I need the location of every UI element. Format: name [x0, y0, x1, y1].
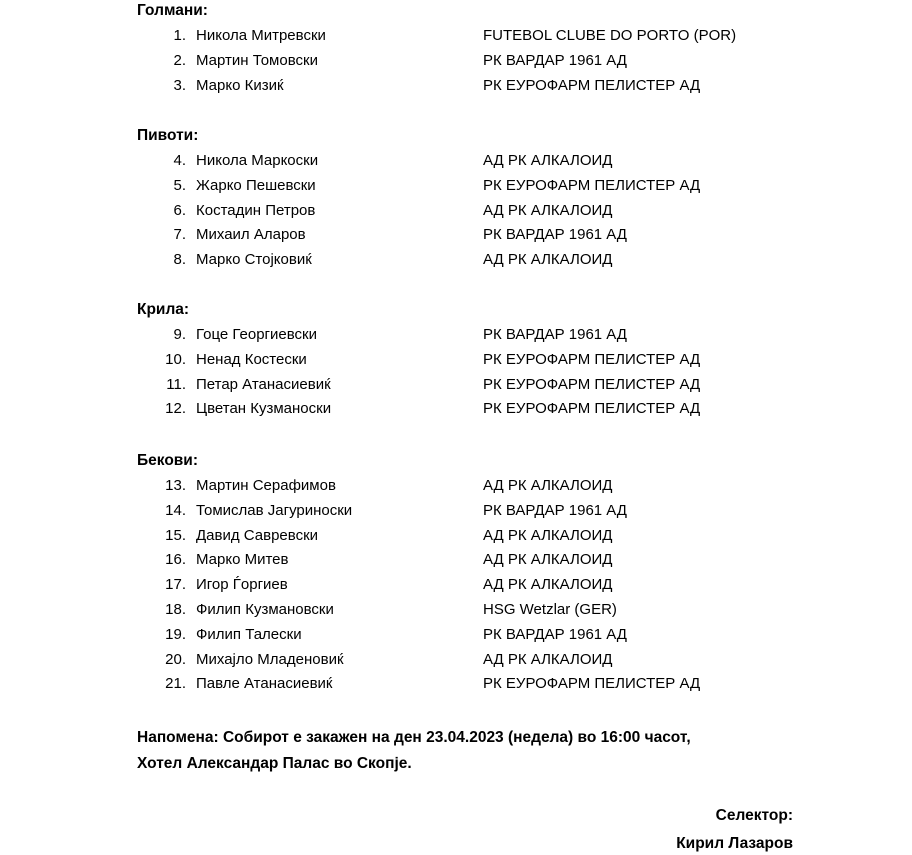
player-name: Давид Савревски [196, 526, 319, 544]
player-row [0, 52, 912, 74]
note-line-1: Напомена: Собирот е закажен на ден 23.04.2023 (недела) во 16:00 часот, [137, 729, 691, 746]
player-number: 14. [165, 501, 186, 519]
note-line-2: Хотел Александар Палас во Скопје. [137, 755, 412, 772]
player-number: 21. [165, 675, 186, 693]
player-number: 6. [173, 201, 186, 219]
player-club: АД РК АЛКАЛОИД [483, 201, 613, 219]
player-name: Цветан Кузманоски [196, 400, 332, 418]
player-name: Костадин Петров [196, 201, 316, 219]
signature-role: Селектор: [715, 807, 793, 824]
player-number: 1. [173, 27, 186, 44]
player-club: FUTEBOL CLUBE DO PORTO (POR) [483, 27, 737, 44]
player-name: Мартин Томовски [196, 51, 318, 69]
player-name: Томислав Јагуриноски [196, 501, 353, 519]
player-name: Мартин Серафимов [196, 477, 336, 494]
player-club: АД РК АЛКАЛОИД [483, 650, 613, 668]
player-row [0, 77, 912, 99]
section-title: Голмани: [137, 2, 208, 19]
player-row [0, 226, 912, 248]
player-number: 19. [165, 625, 186, 643]
player-name: Михаил Аларов [196, 226, 306, 244]
player-name: Жарко Пешевски [196, 176, 316, 194]
player-number: 3. [173, 76, 186, 94]
player-number: 20. [165, 650, 186, 668]
player-club: АД РК АЛКАЛОИД [483, 477, 613, 494]
player-club: АД РК АЛКАЛОИД [483, 152, 613, 169]
player-row [0, 351, 912, 373]
player-number: 11. [166, 375, 186, 393]
player-club: РК ВАРДАР 1961 АД [483, 326, 627, 343]
player-name: Филип Талески [196, 625, 302, 643]
player-name: Игор Ѓоргиев [196, 576, 288, 594]
section-title: Крила: [137, 301, 190, 318]
player-name: Никола Маркоски [196, 152, 319, 169]
section-title: Пивоти: [137, 127, 199, 144]
player-number: 10. [165, 350, 186, 368]
player-name: Петар Атанасиевиќ [196, 375, 331, 393]
player-name: Марко Митев [196, 551, 289, 569]
player-row [0, 527, 912, 549]
player-name: Никола Митревски [196, 27, 326, 44]
player-club: РК ЕУРОФАРМ ПЕЛИСТЕР АД [483, 176, 701, 194]
player-name: Павле Атанасиевиќ [196, 675, 333, 693]
player-number: 5. [173, 176, 186, 194]
player-number: 12. [165, 400, 186, 418]
player-row [0, 326, 912, 348]
player-number: 7. [173, 226, 186, 244]
player-name: Филип Кузмановски [196, 601, 334, 618]
player-club: РК ЕУРОФАРМ ПЕЛИСТЕР АД [483, 350, 701, 368]
player-name: Ненад Костески [196, 350, 307, 368]
signature-name: Кирил Лазаров [676, 835, 793, 852]
player-row [0, 675, 912, 697]
player-club: РК ВАРДАР 1961 АД [483, 51, 627, 69]
player-number: 2. [173, 51, 186, 69]
player-club: РК ЕУРОФАРМ ПЕЛИСТЕР АД [483, 400, 701, 418]
player-number: 16. [165, 551, 186, 569]
player-row [0, 152, 912, 174]
player-row [0, 27, 912, 49]
player-row [0, 376, 912, 398]
player-club: АД РК АЛКАЛОИД [483, 551, 613, 569]
player-club: РК ВАРДАР 1961 АД [483, 625, 627, 643]
player-club: АД РК АЛКАЛОИД [483, 251, 613, 269]
player-row [0, 502, 912, 524]
player-club: РК ВАРДАР 1961 АД [483, 226, 627, 244]
player-name: Михајло Младеновиќ [196, 650, 344, 668]
player-row [0, 177, 912, 199]
player-club: РК ЕУРОФАРМ ПЕЛИСТЕР АД [483, 375, 701, 393]
player-club: РК ЕУРОФАРМ ПЕЛИСТЕР АД [483, 675, 701, 693]
player-row [0, 202, 912, 224]
player-row [0, 400, 912, 422]
player-number: 9. [173, 326, 186, 343]
player-club: АД РК АЛКАЛОИД [483, 526, 613, 544]
player-row [0, 576, 912, 598]
section-title: Бекови: [137, 452, 199, 469]
player-row [0, 251, 912, 273]
player-row [0, 477, 912, 499]
player-name: Гоце Георгиевски [196, 326, 317, 343]
player-number: 13. [165, 477, 186, 494]
player-club: HSG Wetzlar (GER) [483, 601, 617, 618]
player-row [0, 601, 912, 623]
player-row [0, 651, 912, 673]
player-row [0, 626, 912, 648]
player-number: 18. [165, 601, 186, 618]
player-number: 15. [165, 526, 186, 544]
player-number: 17. [165, 576, 186, 594]
player-number: 4. [173, 152, 186, 169]
player-name: Марко Кизиќ [196, 76, 284, 94]
player-club: АД РК АЛКАЛОИД [483, 576, 613, 594]
player-name: Марко Стојковиќ [196, 251, 312, 269]
player-number: 8. [173, 251, 186, 269]
player-club: РК ВАРДАР 1961 АД [483, 501, 627, 519]
player-club: РК ЕУРОФАРМ ПЕЛИСТЕР АД [483, 76, 701, 94]
player-row [0, 551, 912, 573]
